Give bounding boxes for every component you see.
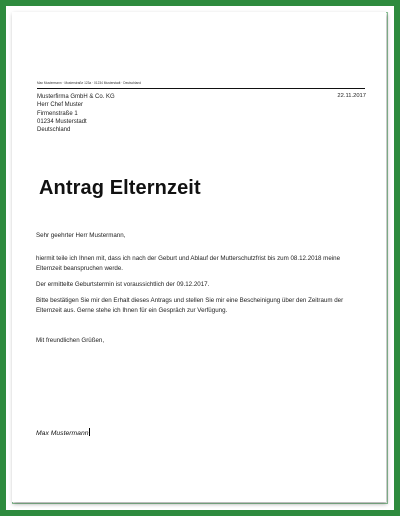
salutation: Sehr geehrter Herr Mustermann, [36, 232, 126, 239]
letter-title: Antrag Elternzeit [39, 177, 201, 199]
recipient-person: Herr Chef Muster [37, 102, 84, 109]
signature-line[interactable] [36, 428, 90, 437]
recipient-address [37, 93, 115, 134]
letter-date: 22.11.2017 [337, 93, 366, 99]
recipient-country: Deutschland [37, 127, 71, 134]
header-rule [37, 88, 365, 89]
recipient-street: Firmenstraße 1 [37, 110, 78, 117]
recipient-company: Musterfirma GmbH & Co. KG [37, 94, 115, 100]
letter-page [12, 12, 386, 502]
signature-name: Max Mustermann [36, 430, 89, 437]
closing: Mit freundlichen Grüßen, [36, 337, 105, 344]
recipient-city: 01234 Musterstadt [37, 118, 87, 125]
text-cursor [89, 428, 90, 436]
sender-line: Max Mustermann · Musterstraße 123a · 01234 Musterstadt · Deutschland [37, 81, 141, 85]
paragraph-notice: hiermit teile ich Ihnen mit, dass ich nach der Geburt und Ablauf der Mutterschutzfrist bis zum 08.12.2018 meine Elternzeit beanspruchen werde. [36, 255, 341, 272]
paragraph-request: Bitte bestätigen Sie mir den Erhalt dieses Antrags und stellen Sie mir eine Bescheinigung über den Zeitraum der Elternzeit aus. Gerne stehe ich Ihnen für ein Gespräch zur Verfügung. [36, 297, 344, 314]
paragraph-due-date: Der ermittelte Geburtstermin ist voraussichtlich der 09.12.2017. [36, 281, 210, 288]
